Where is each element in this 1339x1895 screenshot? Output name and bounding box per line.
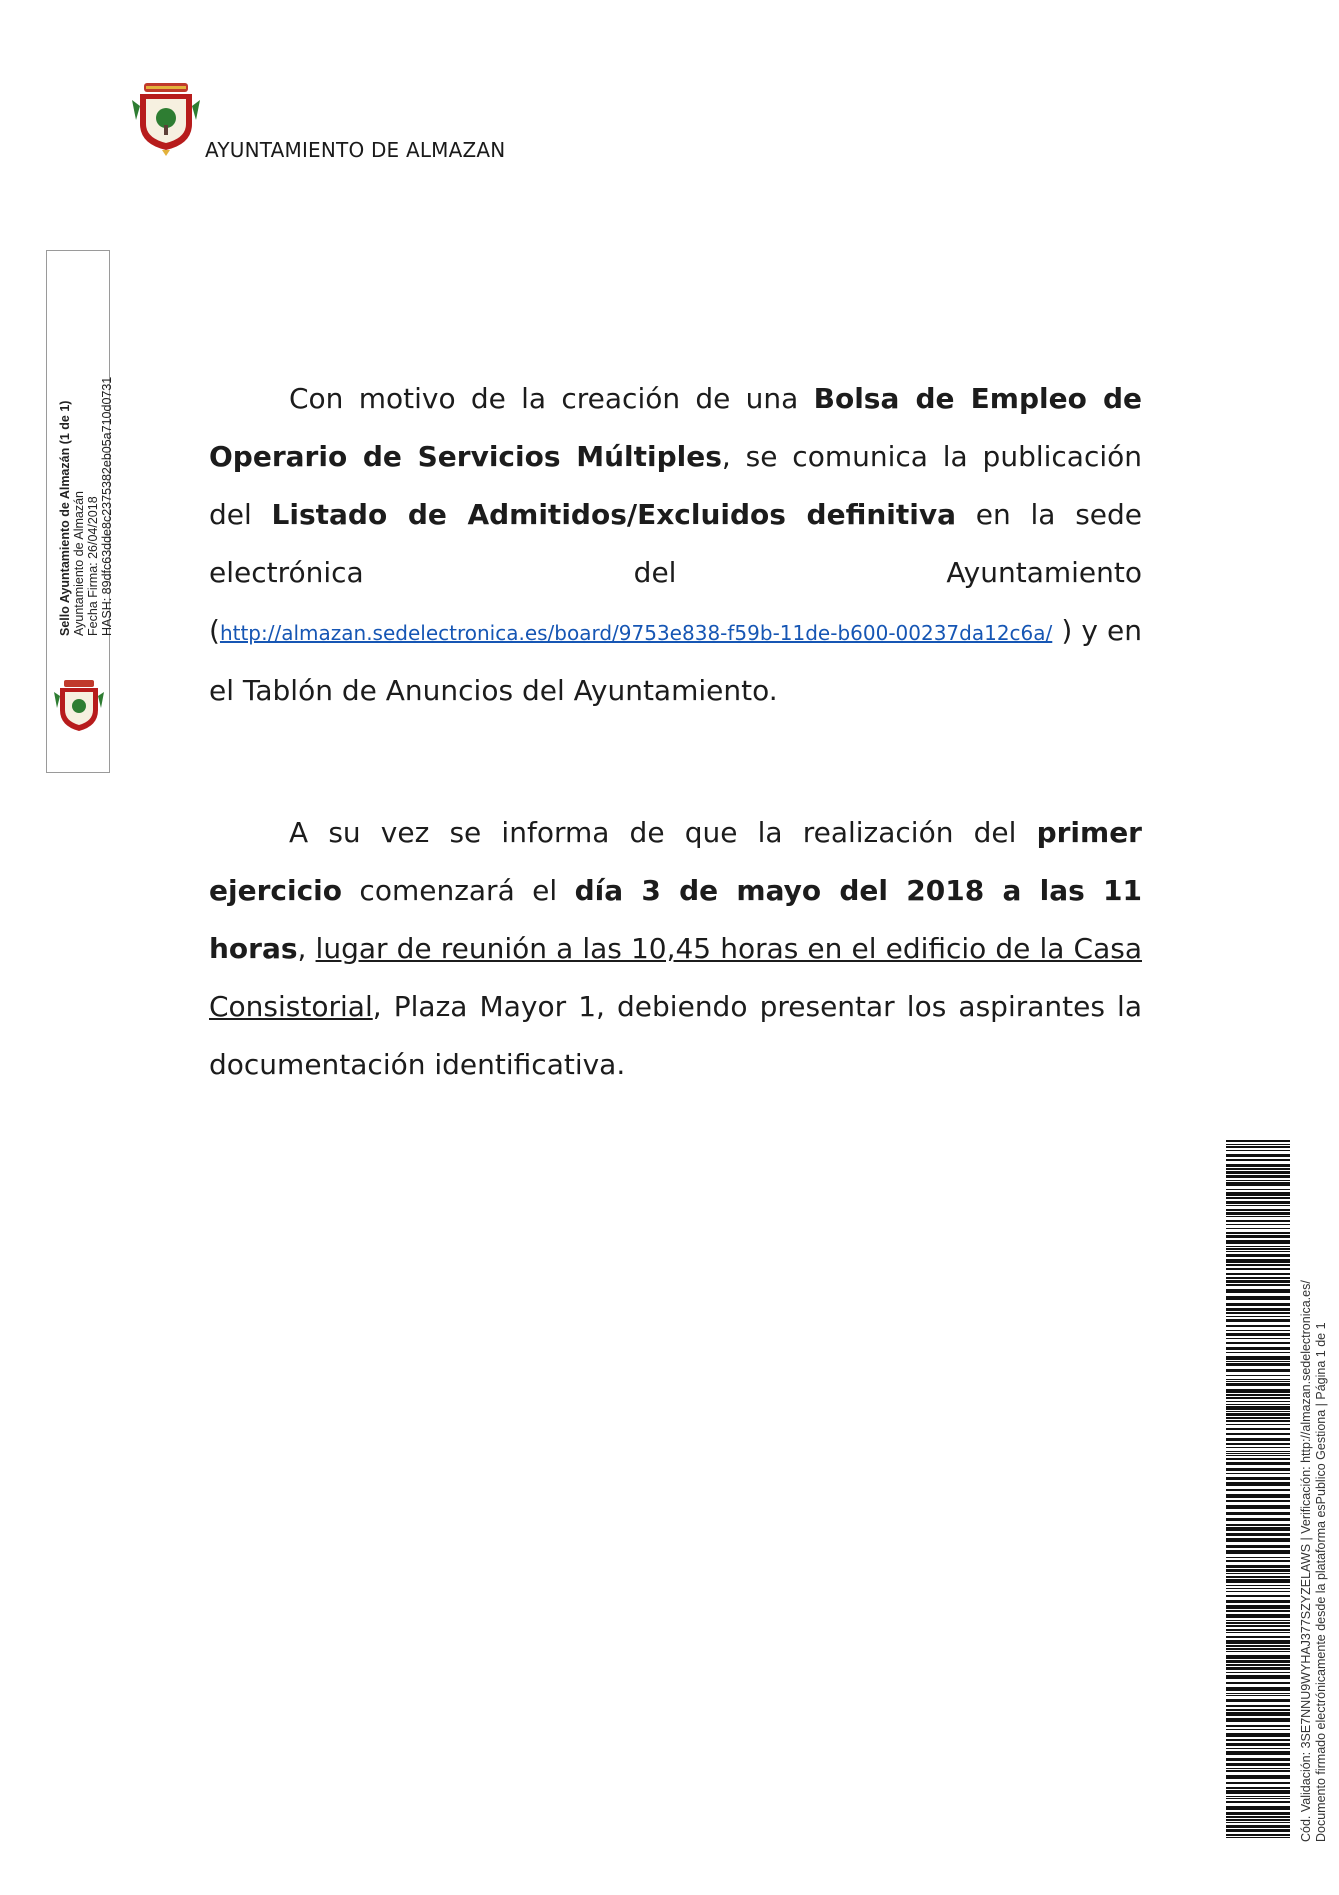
barcode-bar bbox=[1226, 1342, 1290, 1344]
barcode-bar bbox=[1226, 1600, 1290, 1603]
barcode-bar bbox=[1226, 1489, 1290, 1491]
municipal-crest-logo bbox=[128, 80, 204, 156]
seal-entity: Ayuntamiento de Almazán bbox=[72, 490, 86, 636]
barcode-bar bbox=[1226, 1687, 1290, 1691]
validation-barcode bbox=[1226, 1140, 1290, 1840]
barcode-bar bbox=[1226, 1660, 1290, 1663]
barcode-bar bbox=[1226, 1834, 1290, 1836]
barcode-bar bbox=[1226, 1175, 1290, 1178]
barcode-bar bbox=[1226, 1651, 1290, 1652]
barcode-bar bbox=[1226, 1770, 1290, 1772]
job-pool-name: Bolsa de Empleo de Operario de Servicios Múltiples bbox=[209, 382, 1142, 473]
barcode-bar bbox=[1226, 1303, 1290, 1306]
barcode-bar bbox=[1226, 1424, 1290, 1425]
barcode-bar bbox=[1226, 1538, 1290, 1542]
barcode-bar bbox=[1226, 1455, 1290, 1456]
seal-crest-icon bbox=[52, 678, 106, 734]
barcode-bar bbox=[1226, 1620, 1290, 1621]
barcode-bar bbox=[1226, 1462, 1290, 1465]
barcode-bar bbox=[1226, 1579, 1290, 1583]
barcode-bar bbox=[1226, 1182, 1290, 1186]
barcode-bar bbox=[1226, 1264, 1290, 1266]
barcode-bar bbox=[1226, 1545, 1290, 1548]
document-body bbox=[209, 370, 1142, 1094]
barcode-bar bbox=[1226, 1220, 1290, 1222]
barcode-bar bbox=[1226, 1693, 1290, 1694]
barcode-bar bbox=[1226, 1140, 1290, 1142]
seal-hash: HASH: 89dfc63dde8c2375382eb05a710d0731 bbox=[100, 376, 114, 636]
exam-name: primer ejercicio bbox=[209, 816, 1142, 907]
barcode-bar bbox=[1226, 1825, 1290, 1828]
barcode-bar bbox=[1226, 1585, 1290, 1586]
barcode-bar bbox=[1226, 1709, 1290, 1711]
barcode-bar bbox=[1226, 1154, 1290, 1157]
barcode-bar bbox=[1226, 1443, 1290, 1445]
barcode-bar bbox=[1226, 1705, 1290, 1707]
barcode-bar bbox=[1226, 1629, 1290, 1631]
barcode-bar bbox=[1226, 1289, 1290, 1293]
barcode-bar bbox=[1226, 1254, 1290, 1257]
barcode-bar bbox=[1226, 1312, 1290, 1314]
barcode-bar bbox=[1226, 1672, 1290, 1673]
barcode-bar bbox=[1226, 1512, 1290, 1515]
barcode-bar bbox=[1226, 1212, 1290, 1215]
barcode-bar bbox=[1226, 1379, 1290, 1380]
barcode-bar bbox=[1226, 1482, 1290, 1486]
barcode-bar bbox=[1226, 1216, 1290, 1217]
barcode-bar bbox=[1226, 1433, 1290, 1435]
barcode-bar bbox=[1226, 1565, 1290, 1568]
barcode-bar bbox=[1226, 1787, 1290, 1789]
barcode-bar bbox=[1226, 1451, 1290, 1452]
barcode-bar bbox=[1226, 1591, 1290, 1592]
barcode-bar bbox=[1226, 1819, 1290, 1821]
barcode-bar bbox=[1226, 1232, 1290, 1234]
barcode-bar bbox=[1226, 1447, 1290, 1448]
barcode-bar bbox=[1226, 1246, 1290, 1247]
barcode-bar bbox=[1226, 1524, 1290, 1526]
barcode-bar bbox=[1226, 1573, 1290, 1574]
barcode-bar bbox=[1226, 1144, 1290, 1145]
barcode-bar bbox=[1226, 1557, 1290, 1558]
barcode-bar bbox=[1226, 1150, 1290, 1151]
barcode-bar bbox=[1226, 1361, 1290, 1362]
barcode-bar bbox=[1226, 1201, 1290, 1204]
barcode-bar bbox=[1226, 1610, 1290, 1612]
barcode-bar bbox=[1226, 1801, 1290, 1803]
barcode-bar bbox=[1226, 1695, 1290, 1696]
barcode-bar bbox=[1226, 1280, 1290, 1283]
barcode-bar bbox=[1226, 1758, 1290, 1761]
seal-title: Sello Ayuntamiento de Almazán (1 de 1) bbox=[58, 400, 72, 636]
barcode-bar bbox=[1226, 1816, 1290, 1818]
barcode-bar bbox=[1226, 1743, 1290, 1746]
barcode-bar bbox=[1226, 1682, 1290, 1684]
barcode-bar bbox=[1226, 1417, 1290, 1419]
barcode-bar bbox=[1226, 1763, 1290, 1766]
barcode-bar bbox=[1226, 1595, 1290, 1597]
barcode-bar bbox=[1226, 1518, 1290, 1521]
barcode-bar bbox=[1226, 1228, 1290, 1229]
barcode-bar bbox=[1226, 1383, 1290, 1386]
barcode-bar bbox=[1226, 1356, 1290, 1360]
barcode-bar bbox=[1226, 1550, 1290, 1554]
barcode-bar bbox=[1226, 1477, 1290, 1480]
barcode-bar bbox=[1226, 1782, 1290, 1784]
barcode-bar bbox=[1226, 1209, 1290, 1211]
barcode-bar bbox=[1226, 1363, 1290, 1366]
barcode-bar bbox=[1226, 1605, 1290, 1609]
list-name: Listado de Admitidos/Excluidos definitiva bbox=[271, 498, 957, 531]
barcode-bar bbox=[1226, 1375, 1290, 1376]
barcode-bar bbox=[1226, 1259, 1290, 1263]
barcode-bar bbox=[1226, 1180, 1290, 1181]
barcode-bar bbox=[1226, 1468, 1290, 1471]
barcode-bar bbox=[1226, 1248, 1290, 1250]
seal-date: Fecha Firma: 26/04/2018 bbox=[86, 496, 100, 636]
barcode-bar bbox=[1226, 1333, 1290, 1336]
barcode-bar bbox=[1226, 1588, 1290, 1589]
barcode-bar bbox=[1226, 1338, 1290, 1339]
barcode-bar bbox=[1226, 1168, 1290, 1170]
barcode-bar bbox=[1226, 1406, 1290, 1410]
barcode-bar bbox=[1226, 1352, 1290, 1353]
barcode-bar bbox=[1226, 1316, 1290, 1317]
barcode-bar bbox=[1226, 1397, 1290, 1399]
barcode-bar bbox=[1226, 1273, 1290, 1275]
barcode-bar bbox=[1226, 1712, 1290, 1716]
barcode-bar bbox=[1226, 1404, 1290, 1405]
barcode-bar bbox=[1226, 1189, 1290, 1190]
exam-date: día 3 de mayo del 2018 a las 11 horas bbox=[209, 874, 1143, 965]
barcode-bar bbox=[1226, 1224, 1290, 1225]
barcode-bar bbox=[1226, 1675, 1290, 1679]
barcode-bar bbox=[1226, 1458, 1290, 1460]
barcode-bar bbox=[1226, 1268, 1290, 1270]
barcode-bar bbox=[1226, 1296, 1290, 1300]
barcode-bar bbox=[1226, 1325, 1290, 1327]
barcode-bar bbox=[1226, 1533, 1290, 1536]
barcode-bar bbox=[1226, 1622, 1290, 1624]
barcode-bar bbox=[1226, 1235, 1290, 1238]
board-link[interactable]: http://almazan.sedelectronica.es/board/9753e838-f59b-11de-b600-00237da12c6a/ bbox=[219, 621, 1053, 645]
barcode-bar bbox=[1226, 1790, 1290, 1794]
barcode-bar bbox=[1226, 1381, 1290, 1382]
signature-platform-line: Documento firmado electrónicamente desde la plataforma esPublico Gestiona | Página 1 de 1 bbox=[1314, 1322, 1328, 1842]
barcode-bar bbox=[1226, 1319, 1290, 1322]
barcode-bar bbox=[1226, 1251, 1290, 1252]
barcode-bar bbox=[1226, 1664, 1290, 1666]
barcode-bar bbox=[1226, 1240, 1290, 1244]
barcode-bar bbox=[1226, 1527, 1290, 1531]
barcode-bar bbox=[1226, 1146, 1290, 1148]
barcode-bar bbox=[1226, 1614, 1290, 1618]
organization-name: AYUNTAMIENTO DE ALMAZAN bbox=[205, 138, 506, 162]
barcode-bar bbox=[1226, 1277, 1290, 1279]
barcode-bar bbox=[1226, 1505, 1290, 1509]
barcode-bar bbox=[1226, 1729, 1290, 1730]
barcode-bar bbox=[1226, 1733, 1290, 1737]
barcode-bar bbox=[1226, 1473, 1290, 1474]
barcode-bar bbox=[1226, 1837, 1290, 1838]
barcode-bar bbox=[1226, 1625, 1290, 1627]
barcode-bar bbox=[1226, 1205, 1290, 1206]
barcode-bar bbox=[1226, 1739, 1290, 1741]
barcode-bar bbox=[1226, 1560, 1290, 1562]
barcode-bar bbox=[1226, 1822, 1290, 1823]
barcode-bar bbox=[1226, 1494, 1290, 1498]
barcode-bar bbox=[1226, 1192, 1290, 1196]
barcode-bar bbox=[1226, 1640, 1290, 1644]
barcode-bar bbox=[1226, 1829, 1290, 1832]
barcode-bar bbox=[1226, 1798, 1290, 1799]
meeting-place: lugar de reunión a las 10,45 horas en el edificio de la Casa Consistorial bbox=[209, 932, 1142, 1023]
barcode-bar bbox=[1226, 1655, 1290, 1659]
barcode-bar bbox=[1226, 1718, 1290, 1722]
barcode-bar bbox=[1226, 1164, 1290, 1167]
barcode-bar bbox=[1226, 1347, 1290, 1350]
paragraph-exam-info: A su vez se informa de que la realización del primer ejercicio comenzará el día 3 de mayo del 2018 a las 11 horas, lugar de reunión a las 10,45 horas en el edificio de la Casa Consistorial, Plaza Mayor 1, debiendo presentar los aspirantes la documentación identificativa. bbox=[209, 816, 1143, 1081]
barcode-bar bbox=[1226, 1411, 1290, 1412]
barcode-bar bbox=[1226, 1667, 1290, 1670]
barcode-bar bbox=[1226, 1775, 1290, 1779]
barcode-bar bbox=[1226, 1428, 1290, 1430]
barcode-bar bbox=[1226, 1645, 1290, 1647]
barcode-bar bbox=[1226, 1636, 1290, 1638]
barcode-bar bbox=[1226, 1812, 1290, 1815]
barcode-bar bbox=[1226, 1806, 1290, 1810]
barcode-bar bbox=[1226, 1569, 1290, 1572]
barcode-bar bbox=[1226, 1699, 1290, 1702]
barcode-bar bbox=[1226, 1453, 1290, 1454]
barcode-bar bbox=[1226, 1576, 1290, 1578]
barcode-bar bbox=[1226, 1413, 1290, 1416]
barcode-bar bbox=[1226, 1725, 1290, 1727]
barcode-bar bbox=[1226, 1438, 1290, 1441]
barcode-bar bbox=[1226, 1401, 1290, 1402]
verification-code-line: Cód. Validación: 3SE7NNU9WYHAJ377SZYZELAWS | Verificación: http://almazan.sedelectronica.es/ bbox=[1299, 1280, 1313, 1842]
barcode-bar bbox=[1226, 1751, 1290, 1755]
barcode-bar bbox=[1226, 1796, 1290, 1797]
barcode-bar bbox=[1226, 1330, 1290, 1331]
paragraph-announcement: Con motivo de la creación de una Bolsa de Empleo de Operario de Servicios Múltiples, se comunica la publicación del Listado de Admitidos/Excluidos definitiva en la sede electrónica del Ayuntamiento (http://almazan.sedelectronica.es/board/9753e838-f59b-11de-b600-00237da12c6a/ ) y en el Tablón de Anuncios del Ayuntamiento. bbox=[209, 382, 1143, 707]
barcode-bar bbox=[1226, 1648, 1290, 1650]
barcode-bar bbox=[1226, 1197, 1290, 1199]
barcode-bar bbox=[1226, 1632, 1290, 1633]
barcode-bar bbox=[1226, 1389, 1290, 1393]
barcode-bar bbox=[1226, 1748, 1290, 1749]
barcode-bar bbox=[1226, 1284, 1290, 1286]
barcode-bar bbox=[1226, 1369, 1290, 1372]
barcode-bar bbox=[1226, 1171, 1290, 1174]
barcode-bar bbox=[1226, 1308, 1290, 1311]
barcode-bar bbox=[1226, 1500, 1290, 1502]
barcode-bar bbox=[1226, 1768, 1290, 1769]
barcode-bar bbox=[1226, 1159, 1290, 1161]
barcode-bar bbox=[1226, 1394, 1290, 1396]
barcode-bar bbox=[1226, 1420, 1290, 1422]
